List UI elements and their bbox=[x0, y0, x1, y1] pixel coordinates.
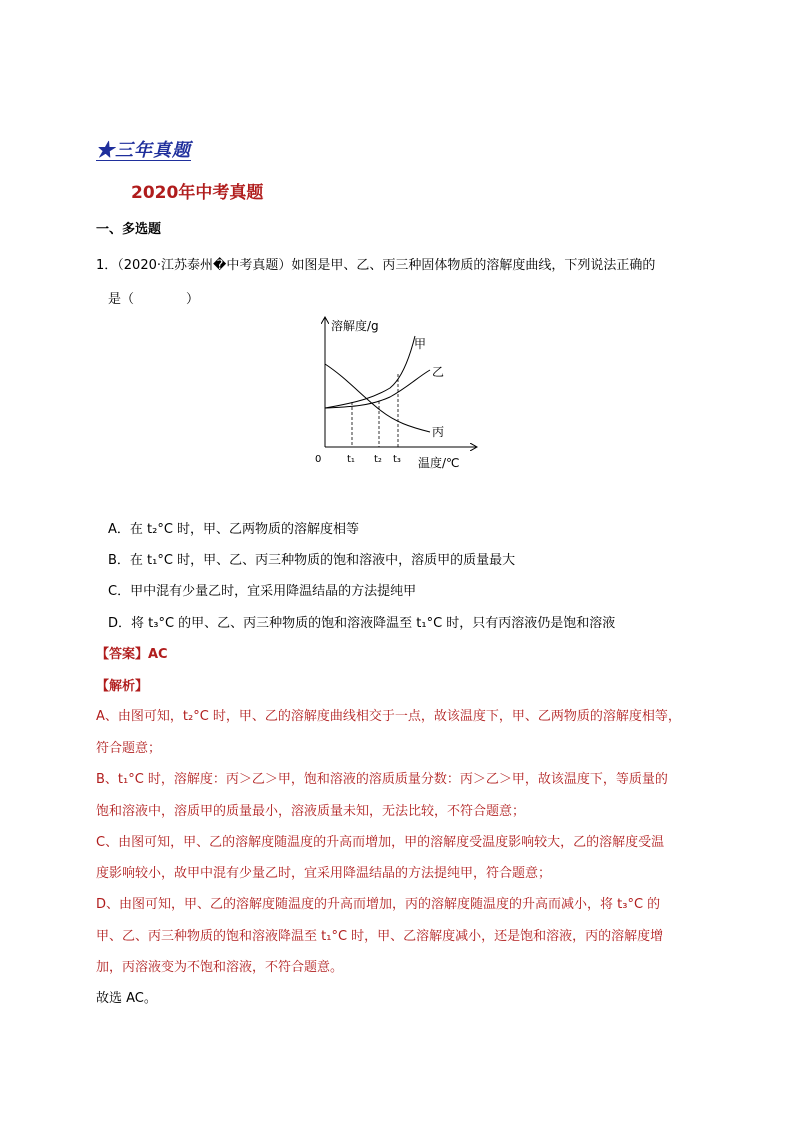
conclusion: 故选 AC。 bbox=[96, 991, 157, 1006]
option-c: C．甲中混有少量乙时，宜采用降温结晶的方法提纯甲 bbox=[108, 584, 417, 599]
analysis-line: D、由图可知，甲、乙的溶解度随温度的升高而增加，丙的溶解度随温度的升高而减小，将 t₃°C 的 bbox=[96, 897, 661, 912]
answer: 【答案】AC bbox=[96, 647, 168, 662]
tick-t1: t₁ bbox=[347, 454, 355, 465]
year-title: 2020年中考真题 bbox=[131, 183, 264, 203]
analysis-line: B、t₁°C 时，溶解度：丙＞乙＞甲，饱和溶液的溶质质量分数：丙＞乙＞甲，故该温度下，等质量的 bbox=[96, 772, 668, 787]
option-d: D．将 t₃°C 的甲、乙、丙三种物质的饱和溶液降温至 t₁°C 时，只有丙溶液仍是饱和溶液 bbox=[108, 616, 616, 631]
analysis-line: 度影响较小，故甲中混有少量乙时，宜采用降温结晶的方法提纯甲，符合题意； bbox=[96, 866, 552, 881]
solubility-curve-figure bbox=[300, 312, 490, 477]
question-type-heading: 一、多选题 bbox=[96, 222, 162, 237]
analysis-line: A、由图可知，t₂°C 时，甲、乙的溶解度曲线相交于一点，故该温度下，甲、乙两物质的溶解度相等， bbox=[96, 709, 681, 724]
question-stem-line1: 1．（2020·江苏泰州�中考真题）如图是甲、乙、丙三种固体物质的溶解度曲线，下列说法正确的 bbox=[96, 258, 656, 273]
analysis-line: 符合题意； bbox=[96, 741, 162, 756]
question-stem-line2: 是（ ） bbox=[108, 292, 200, 307]
analysis-line: 饱和溶液中，溶质甲的质量最小，溶液质量未知，无法比较，不符合题意； bbox=[96, 804, 526, 819]
curve-label-jia: 甲 bbox=[414, 337, 427, 351]
analysis-line: C、由图可知，甲、乙的溶解度随温度的升高而增加，甲的溶解度受温度影响较大，乙的溶解度受温 bbox=[96, 835, 665, 850]
option-b: B．在 t₁°C 时，甲、乙、丙三种物质的饱和溶液中，溶质甲的质量最大 bbox=[108, 553, 516, 568]
curve-jia bbox=[325, 336, 415, 408]
curve-bing bbox=[325, 364, 430, 432]
curve-label-yi: 乙 bbox=[432, 365, 445, 379]
analysis-line: 加，丙溶液变为不饱和溶液，不符合题意。 bbox=[96, 960, 344, 975]
tick-t3: t₃ bbox=[393, 454, 401, 465]
option-a: A．在 t₂°C 时，甲、乙两物质的溶解度相等 bbox=[108, 522, 360, 537]
tick-t2: t₂ bbox=[374, 454, 382, 465]
x-axis-label: 温度/℃ bbox=[418, 456, 460, 470]
analysis-line: 甲、乙、丙三种物质的饱和溶液降温至 t₁°C 时，甲、乙溶解度减小，还是饱和溶液，丙的溶解度增 bbox=[96, 929, 664, 944]
curve-label-bing: 丙 bbox=[432, 425, 445, 439]
analysis-label: 【解析】 bbox=[96, 679, 149, 694]
y-axis-label: 溶解度/g bbox=[331, 319, 379, 333]
origin-label: 0 bbox=[315, 454, 322, 465]
section-title: ★三年真题 bbox=[96, 140, 191, 161]
